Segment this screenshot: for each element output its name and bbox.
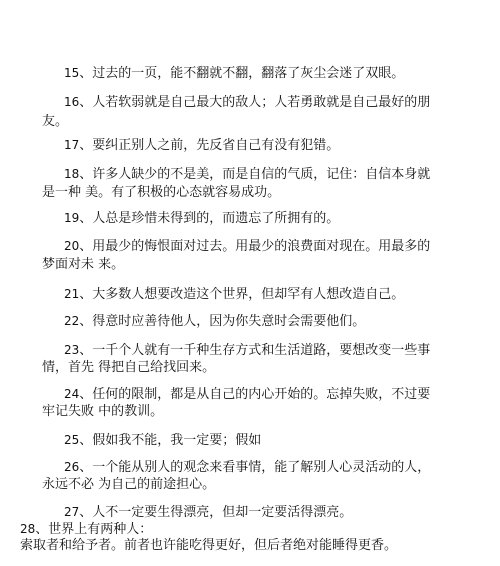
item-number: 23 <box>64 343 80 357</box>
paragraph-28-continued <box>0 538 500 554</box>
item-number: 16 <box>64 95 80 109</box>
item-number: 21 <box>64 287 80 301</box>
paragraph-23-continued <box>0 360 500 376</box>
paragraph-17 <box>0 137 500 154</box>
item-text: 、得意时应善待他人，因为你失意时会需要他们。 <box>79 314 366 329</box>
item-number: 17 <box>64 138 80 152</box>
item-text: 梦面对未 来。 <box>42 257 125 272</box>
item-text: 、许多人缺少的不是美，而是自信的气质，记住：自信本身就 <box>79 167 431 182</box>
paragraph-21 <box>0 286 500 303</box>
item-number: 20 <box>64 239 80 253</box>
paragraph-18 <box>0 166 500 183</box>
paragraph-20 <box>0 238 500 255</box>
paragraph-26-continued <box>0 477 500 493</box>
item-text: 、人若软弱就是自己最大的敌人；人若勇敢就是自己最好的朋 <box>79 95 431 110</box>
item-text: 、任何的限制，都是从自己的内心开始的。忘掉失败，不过要 <box>79 387 431 402</box>
paragraph-23 <box>0 342 500 359</box>
paragraph-24 <box>0 386 500 403</box>
item-number: 25 <box>64 433 80 447</box>
item-text: 、一千个人就有一千种生存方式和生活道路，要想改变一些事 <box>79 343 431 358</box>
paragraph-22 <box>0 313 500 330</box>
item-number: 27 <box>64 505 80 519</box>
item-text: 、用最少的悔恨面对过去。用最少的浪费面对现在。用最多的 <box>79 239 431 254</box>
item-text: 索取者和给予者。前者也许能吃得更好，但后者绝对能睡得更香。 <box>20 538 398 553</box>
paragraph-24-continued <box>0 404 500 420</box>
paragraph-26 <box>0 459 500 476</box>
item-text: 、要纠正别人之前，先反省自己有没有犯错。 <box>79 138 340 153</box>
item-number: 24 <box>64 387 80 401</box>
item-text: 友。 <box>42 114 69 129</box>
item-number: 19 <box>64 211 80 225</box>
paragraph-27 <box>0 504 500 521</box>
item-number: 28 <box>20 522 36 536</box>
paragraph-15 <box>0 65 500 82</box>
item-text: 、人总是珍惜未得到的，而遗忘了所拥有的。 <box>79 211 340 226</box>
item-text: 、大多数人想要改造这个世界，但却罕有人想改造自己。 <box>79 287 405 302</box>
paragraph-25 <box>0 432 500 449</box>
item-number: 26 <box>64 460 80 474</box>
item-text: 牢记失败 中的教训。 <box>42 404 164 419</box>
item-text: 、世界上有两种人： <box>35 522 153 537</box>
item-text: 情，首先 得把自己给找回来。 <box>42 360 216 375</box>
item-text: 是一种 美。有了积极的心态就容易成功。 <box>42 185 281 200</box>
item-text: 、过去的一页，能不翻就不翻，翻落了灰尘会迷了双眼。 <box>79 66 405 81</box>
paragraph-19 <box>0 210 500 227</box>
item-text: 永远不必 为自己的前途担心。 <box>42 477 216 492</box>
item-number: 15 <box>64 66 80 80</box>
paragraph-20-continued <box>0 257 500 273</box>
item-text: 、一个能从别人的观念来看事情，能了解别人心灵活动的人， <box>79 460 431 475</box>
item-number: 22 <box>64 314 80 328</box>
item-number: 18 <box>64 167 80 181</box>
paragraph-16 <box>0 94 500 111</box>
paragraph-16-continued <box>0 114 500 130</box>
item-text: 、人不一定要生得漂亮，但却一定要活得漂亮。 <box>79 505 353 520</box>
paragraph-18-continued <box>0 185 500 201</box>
item-text: 、假如我不能，我一定要；假如 <box>79 433 262 448</box>
paragraph-28 <box>0 521 500 538</box>
